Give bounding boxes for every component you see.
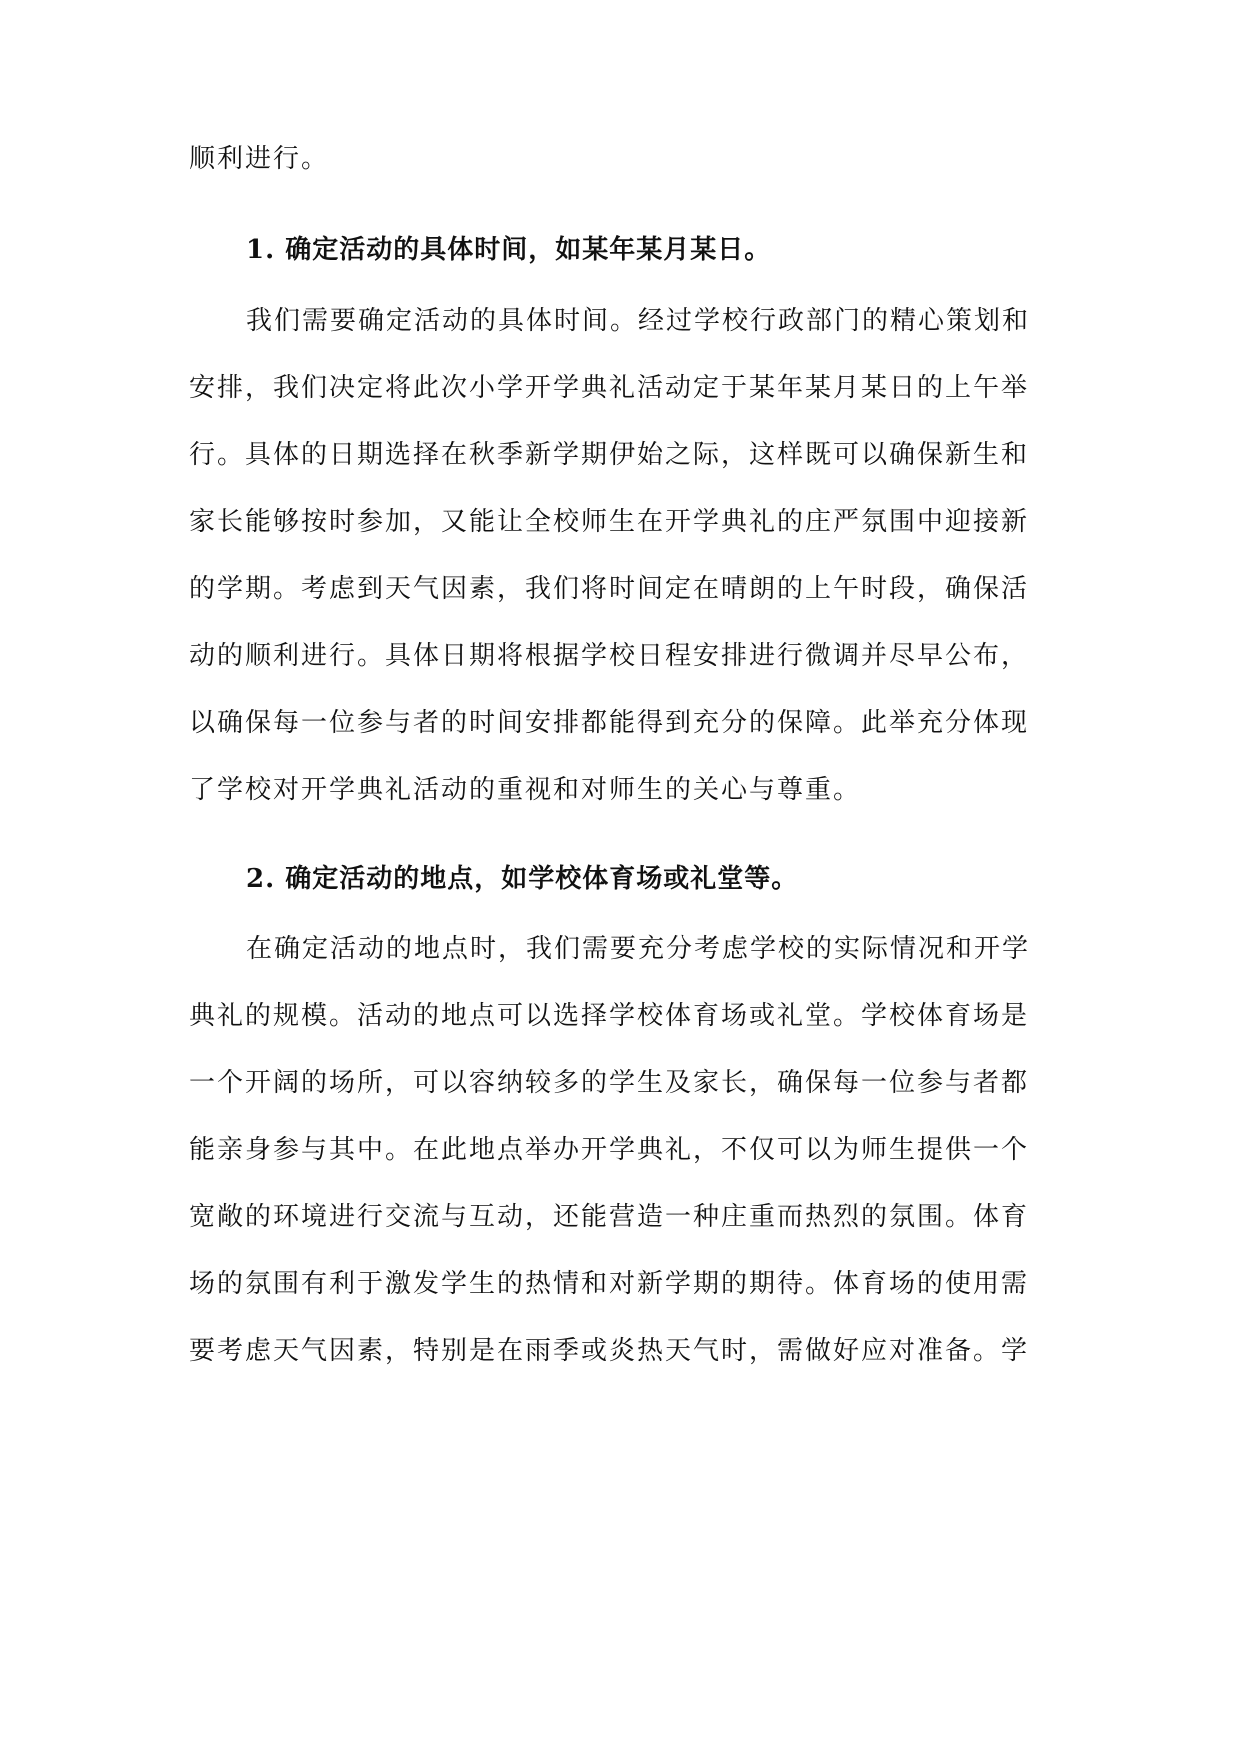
section-heading: 1. 确定活动的具体时间，如某年某月某日。: [246, 235, 772, 265]
paragraph-line: 行。具体的日期选择在秋季新学期伊始之际，这样既可以确保新生和: [189, 440, 1030, 470]
paragraph-line: 我们需要确定活动的具体时间。经过学校行政部门的精心策划和: [246, 306, 1031, 336]
paragraph-line: 家长能够按时参加，又能让全校师生在开学典礼的庄严氛围中迎接新: [189, 507, 1030, 537]
section-heading: 2. 确定活动的地点，如学校体育场或礼堂等。: [246, 864, 799, 894]
paragraph-line: 典礼的规模。活动的地点可以选择学校体育场或礼堂。学校体育场是: [189, 1001, 1030, 1031]
paragraph-line: 宽敞的环境进行交流与互动，还能营造一种庄重而热烈的氛围。体育: [189, 1202, 1030, 1232]
paragraph-line: 在确定活动的地点时，我们需要充分考虑学校的实际情况和开学: [246, 934, 1031, 964]
paragraph-line: 能亲身参与其中。在此地点举办开学典礼，不仅可以为师生提供一个: [189, 1135, 1030, 1165]
paragraph-line: 场的氛围有利于激发学生的热情和对新学期的期待。体育场的使用需: [189, 1269, 1030, 1299]
paragraph-line: 的学期。考虑到天气因素，我们将时间定在晴朗的上午时段，确保活: [189, 574, 1030, 604]
paragraph-line: 安排，我们决定将此次小学开学典礼活动定于某年某月某日的上午举: [189, 373, 1030, 403]
paragraph-line: 动的顺利进行。具体日期将根据学校日程安排进行微调并尽早公布，: [189, 641, 1030, 671]
paragraph-line: 顺利进行。: [189, 144, 330, 174]
paragraph-line: 以确保每一位参与者的时间安排都能得到充分的保障。此举充分体现: [189, 708, 1030, 738]
paragraph-line: 了学校对开学典礼活动的重视和对师生的关心与尊重。: [189, 775, 862, 805]
paragraph-line: 要考虑天气因素，特别是在雨季或炎热天气时，需做好应对准备。学: [189, 1336, 1030, 1366]
paragraph-line: 一个开阔的场所，可以容纳较多的学生及家长，确保每一位参与者都: [189, 1068, 1030, 1098]
